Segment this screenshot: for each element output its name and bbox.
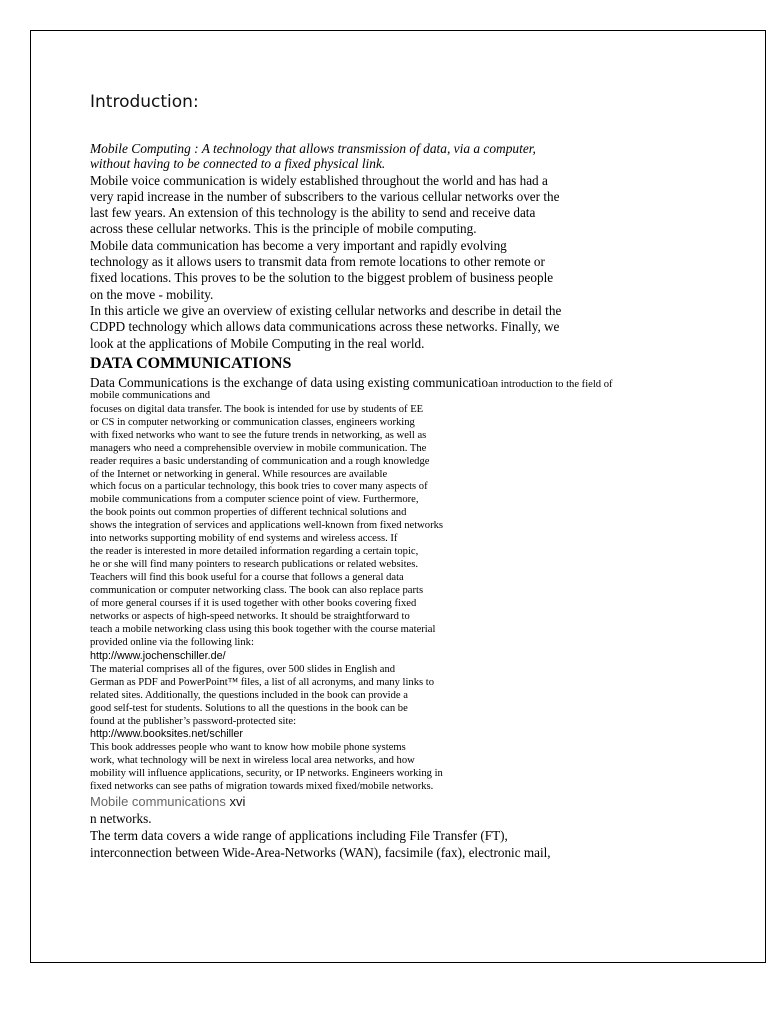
small-text-line: into networks supporting mobility of end systems and wireless access. If <box>90 533 398 544</box>
small-text-line: This book addresses people who want to know how mobile phone systems <box>90 742 406 753</box>
running-header <box>90 794 245 809</box>
small-text-line: related sites. Additionally, the questions included in the book can provide a <box>90 690 408 701</box>
small-text-line: the book points out common properties of different technical solutions and <box>90 507 407 518</box>
intro-body-line: In this article we give an overview of existing cellular networks and describe in detail the <box>90 303 562 318</box>
intro-body-line: Mobile data communication has become a very important and rapidly evolving <box>90 238 507 253</box>
tail-line: n networks. <box>90 811 152 826</box>
intro-body-line: look at the applications of Mobile Computing in the real world. <box>90 336 425 351</box>
intro-body-line: last few years. An extension of this technology is the ability to send and receive data <box>90 205 536 220</box>
small-text-line: networks or aspects of high-speed networks. It should be straightforward to <box>90 611 410 622</box>
small-text-line: Teachers will find this book useful for a course that follows a general data <box>90 572 404 583</box>
small-text-line: he or she will find many pointers to research publications or related websites. <box>90 559 419 570</box>
small-text-line: or CS in computer networking or communication classes, engineers working <box>90 417 415 428</box>
small-text-line: provided online via the following link: <box>90 637 254 648</box>
small-text-line: good self-test for students. Solutions to all the questions in the book can be <box>90 703 408 714</box>
small-text-line: mobility will influence applications, security, or IP networks. Engineers working in <box>90 768 443 779</box>
small-text-line: fixed networks can see paths of migration towards mixed fixed/mobile networks. <box>90 781 434 792</box>
intro-body-line: CDPD technology which allows data communications across these networks. Finally, we <box>90 319 560 334</box>
section-first-line-small: an introduction to the field of <box>488 379 613 390</box>
small-text-line: of more general courses if it is used together with other books covering fixed <box>90 598 417 609</box>
small-text-line: mobile communications and <box>90 390 211 401</box>
intro-italic-line-2: without having to be connected to a fixed physical link. <box>90 156 386 171</box>
section-first-line-main: Data Communications is the exchange of data using existing communicatio <box>90 375 489 390</box>
small-text-line: of the Internet or networking in general. While resources are available <box>90 469 388 480</box>
url-link-booksites[interactable]: http://www.booksites.net/schiller <box>90 728 244 740</box>
intro-body-line: technology as it allows users to transmit data from remote locations to other remote or <box>90 254 545 269</box>
tail-line: The term data covers a wide range of applications including File Transfer (FT), <box>90 828 508 843</box>
intro-italic-line-1: Mobile Computing : A technology that allows transmission of data, via a computer, <box>90 141 536 156</box>
small-text-line: found at the publisher’s password-protected site: <box>90 716 297 727</box>
running-header-page: xvi <box>229 794 246 809</box>
small-text-line: reader requires a basic understanding of communication and a rough knowledge <box>90 456 430 467</box>
intro-body-line: very rapid increase in the number of subscribers to the various cellular networks over the <box>90 189 560 204</box>
small-text-line: with fixed networks who want to see the future trends in networking, as well as <box>90 430 427 441</box>
intro-body-line: on the move - mobility. <box>90 287 214 302</box>
small-text-line: the reader is interested in more detailed information regarding a certain topic, <box>90 546 419 557</box>
section-title: DATA COMMUNICATIONS <box>90 355 292 372</box>
tail-line: interconnection between Wide-Area-Networks (WAN), facsimile (fax), electronic mail, <box>90 845 551 860</box>
small-text-line: managers who need a comprehensible overview in mobile communication. The <box>90 443 427 454</box>
small-text-line: German as PDF and PowerPoint™ files, a list of all acronyms, and many links to <box>90 677 435 688</box>
small-text-line: The material comprises all of the figures, over 500 slides in English and <box>90 664 396 675</box>
small-text-line: teach a mobile networking class using this book together with the course material <box>90 624 436 635</box>
small-text-line: shows the integration of services and applications well-known from fixed networks <box>90 520 444 531</box>
running-header-title: Mobile communications <box>90 794 226 809</box>
intro-body-line: fixed locations. This proves to be the solution to the biggest problem of business people <box>90 270 554 285</box>
intro-body-line: across these cellular networks. This is the principle of mobile computing. <box>90 221 477 236</box>
intro-body-line: Mobile voice communication is widely established throughout the world and has had a <box>90 173 548 188</box>
small-text-line: communication or computer networking class. The book can also replace parts <box>90 585 424 596</box>
page-heading: Introduction: <box>90 92 199 112</box>
small-text-line: which focus on a particular technology, this book tries to cover many aspects of <box>90 481 428 492</box>
url-link-jochenschiller[interactable]: http://www.jochenschiller.de/ <box>90 650 226 662</box>
small-text-line: work, what technology will be next in wireless local area networks, and how <box>90 755 415 766</box>
small-text-line: mobile communications from a computer science point of view. Furthermore, <box>90 494 419 505</box>
small-text-line: focuses on digital data transfer. The book is intended for use by students of EE <box>90 404 424 415</box>
